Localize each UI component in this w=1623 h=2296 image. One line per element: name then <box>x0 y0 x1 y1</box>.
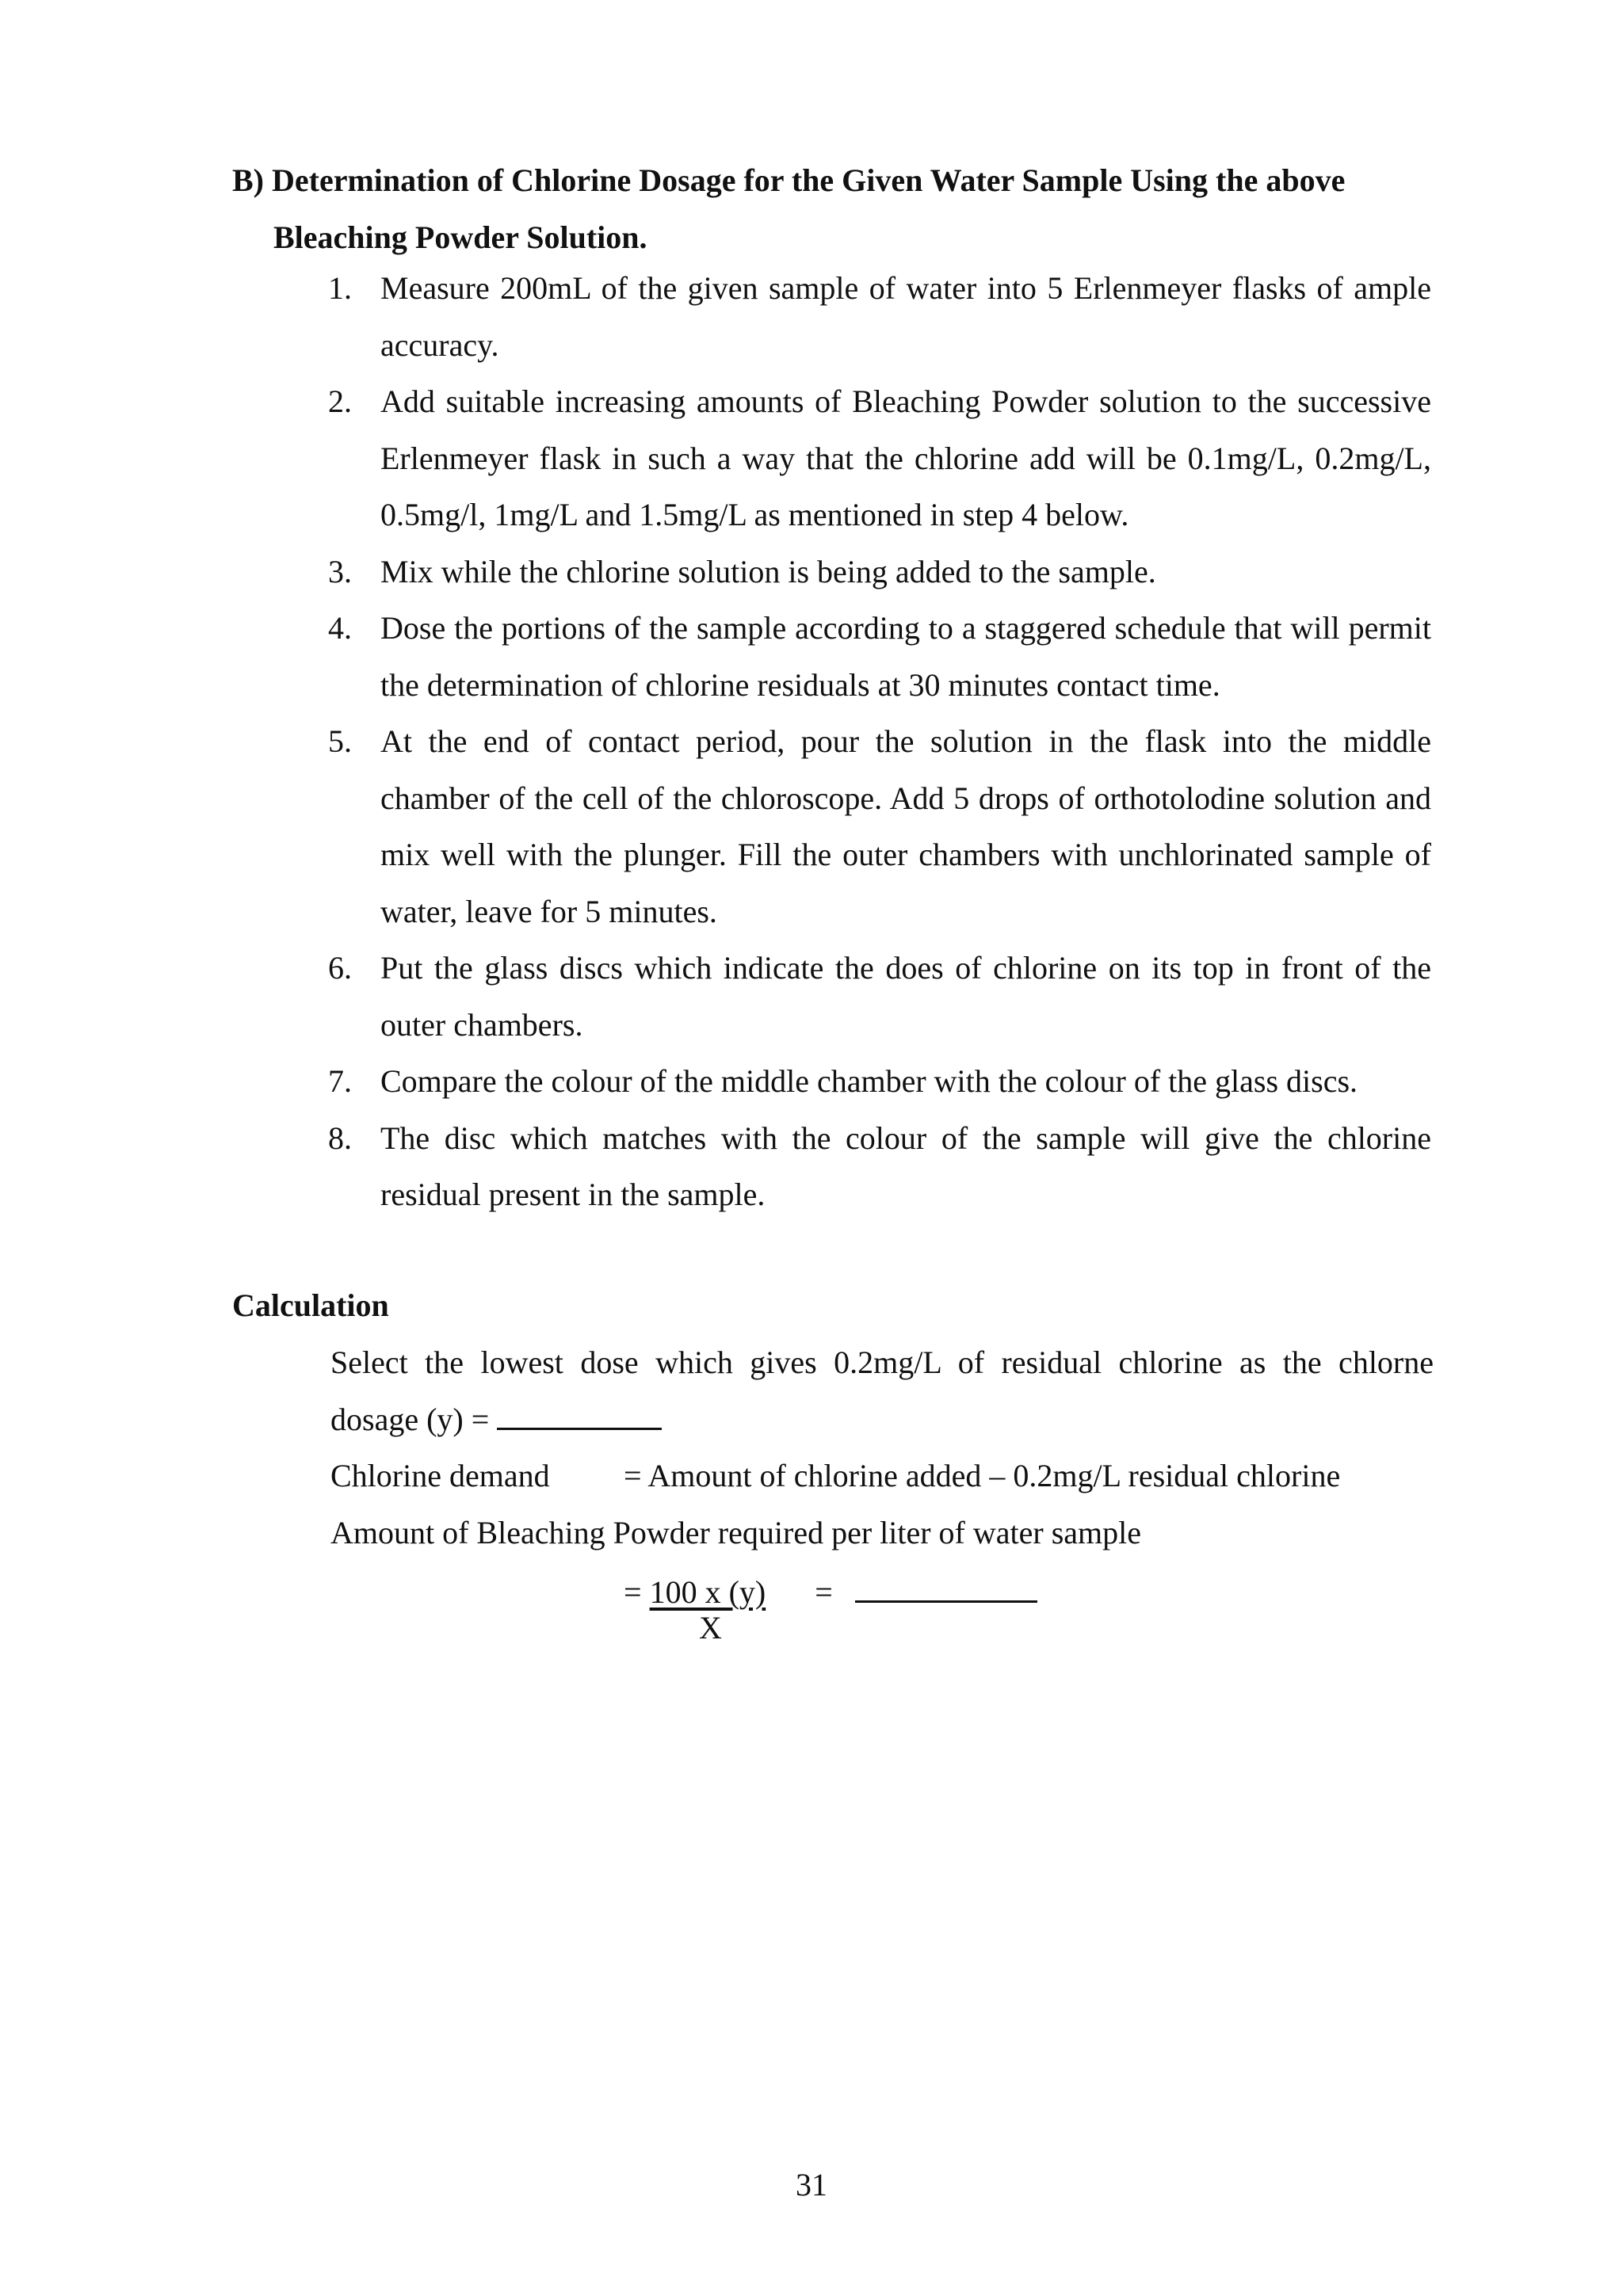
procedure-step <box>328 373 1431 543</box>
heading-line-2: Bleaching Powder Solution. <box>273 219 647 255</box>
step-text: At the end of contact period, pour the solution in the flask into the middle chamber of the cell of the chloroscope. Add 5 drops of orthotolodine solution and mix well with the plunger. Fill the outer chambers with unchlorinated sample of water, leave for 5 minutes. <box>380 723 1431 929</box>
demand-label: Chlorine demand <box>330 1458 550 1493</box>
result-blank[interactable] <box>855 1573 1037 1603</box>
step-text: The disc which matches with the colour of the sample will give the chlorine residual present in the sample. <box>380 1119 1431 1212</box>
procedure-step <box>328 940 1431 1053</box>
formula-equals-sign: = <box>624 1574 650 1610</box>
dosage-blank[interactable] <box>497 1401 662 1430</box>
calculation-heading: Calculation <box>232 1287 389 1323</box>
step-number: 8. <box>328 1119 352 1156</box>
procedure-step <box>328 543 1431 601</box>
heading-prefix: B) <box>232 162 272 198</box>
step-number: 7. <box>328 1063 352 1099</box>
dosage-label: dosage (y) = <box>330 1401 498 1437</box>
step-number: 2. <box>328 383 352 419</box>
procedure-step <box>328 600 1431 713</box>
dosage-line <box>330 1391 1434 1448</box>
step-text: Dose the portions of the sample according to a staggered schedule that will permit the determination of chlorine residuals at 30 minutes contact time. <box>380 610 1431 703</box>
procedure-step <box>328 260 1431 373</box>
demand-line <box>330 1447 1434 1505</box>
demand-value: = Amount of chlorine added – 0.2mg/L residual chlorine <box>624 1458 1341 1493</box>
bleaching-formula <box>624 1573 1037 1646</box>
procedure-step <box>328 1110 1431 1223</box>
calculation-line-1: Select the lowest dose which gives 0.2mg/L of residual chlorine as the chlorne <box>330 1344 1434 1380</box>
calculation-body <box>330 1334 1434 1561</box>
step-number: 3. <box>328 553 352 589</box>
page-number: 31 <box>796 2167 827 2203</box>
step-text: Mix while the chlorine solution is being added to the sample. <box>380 553 1156 589</box>
step-number: 4. <box>328 610 352 646</box>
bleaching-powder-line: Amount of Bleaching Powder required per liter of water sample <box>330 1514 1142 1550</box>
procedure-step <box>328 713 1431 940</box>
step-number: 1. <box>328 270 352 306</box>
procedure-step <box>328 1053 1431 1110</box>
procedure-steps <box>328 260 1431 1223</box>
step-text: Measure 200mL of the given sample of water into 5 Erlenmeyer flasks of ample accuracy. <box>380 270 1431 363</box>
step-number: 5. <box>328 723 352 759</box>
heading-line-1: Determination of Chlorine Dosage for the Given Water Sample Using the above <box>272 162 1346 198</box>
step-text: Put the glass discs which indicate the does of chlorine on its top in front of the outer chambers. <box>380 950 1431 1043</box>
formula-numerator: 100 x (y) <box>649 1574 766 1610</box>
step-text: Compare the colour of the middle chamber with the colour of the glass discs. <box>380 1063 1358 1099</box>
section-heading <box>232 152 1437 266</box>
step-text: Add suitable increasing amounts of Bleaching Powder solution to the successive Erlenmeyer flask in such a way that the chlorine add will be 0.1mg/L, 0.2mg/L, 0.5mg/l, 1mg/L and 1.5mg/L as mentioned in step 4 below. <box>380 383 1431 532</box>
step-number: 6. <box>328 950 352 986</box>
formula-result-equals: = <box>815 1574 833 1610</box>
formula-denominator: X <box>699 1610 722 1646</box>
